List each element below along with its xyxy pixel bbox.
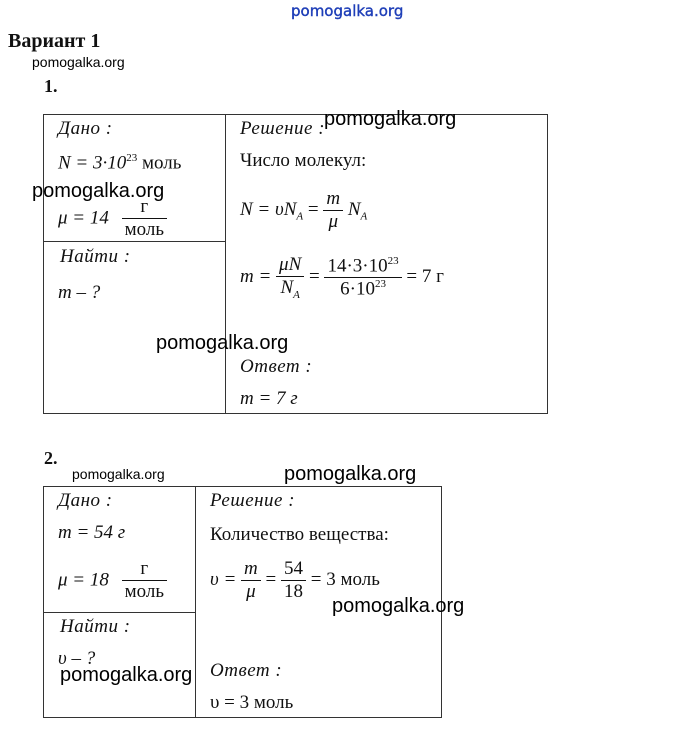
problem-2-find-value: υ – ? — [58, 648, 96, 669]
problem-1-find-label: Найти : — [60, 246, 131, 267]
problem-1-divider — [225, 114, 226, 413]
problem-1-given-N: $N = 3\cdot 10^{23}$ моль — [58, 152, 182, 174]
problem-2-given-mu: μ = 18 $\frac{г}{\text{моль}}$ — [58, 558, 167, 603]
watermark-7: pomogalka.org — [332, 595, 465, 617]
watermark-top: pomogalka.org — [291, 2, 404, 20]
watermark-4: pomogalka.org — [156, 332, 289, 354]
problem-2-number: 2. — [44, 448, 58, 468]
problem-1-equation-1: $N = \upsilon N_A$ = $\frac{m}{\mu}$ $N_A$ — [240, 188, 368, 232]
problem-2-given-m: m = 54 г — [58, 522, 126, 543]
watermark-6: pomogalka.org — [284, 463, 417, 485]
problem-1-given-mu: μ = 14 $\frac{г}{\text{моль}}$ — [58, 196, 167, 241]
problem-2-equation: υ = $\frac{m}{\mu}$ = $\frac{54}{18}$ = 3 моль — [210, 558, 380, 602]
problem-1-find-value: m – ? — [58, 282, 101, 303]
problem-2-solution-text: Количество вещества: — [210, 524, 389, 545]
problem-1-solution-text: Число молекул: — [240, 150, 367, 171]
problem-2-solution-label: Решение : — [210, 490, 296, 511]
problem-1-given-find-divider — [43, 241, 226, 242]
problem-1-number: 1. — [44, 76, 58, 96]
problem-1-equation-2: m = $\frac{\mu N}{N_A}$ = $\frac{14\cdot 3\cdot 10^{23}}{6\cdot 10^{23}}$ = 7 г — [240, 254, 444, 301]
watermark-5: pomogalka.org — [72, 466, 165, 482]
variant-heading: Вариант 1 — [8, 30, 101, 52]
watermark-1: pomogalka.org — [32, 54, 125, 70]
problem-1-answer-value: m = 7 г — [240, 388, 298, 409]
problem-1-given-label: Дано : — [58, 118, 113, 139]
problem-1-answer-label: Ответ : — [240, 356, 313, 377]
watermark-2: pomogalka.org — [324, 108, 457, 130]
problem-2-given-find-divider — [43, 612, 196, 613]
problem-2-given-label: Дано : — [58, 490, 113, 511]
problem-1-solution-label: Решение : — [240, 118, 326, 139]
problem-2-find-label: Найти : — [60, 616, 131, 637]
problem-2-answer-label: Ответ : — [210, 660, 283, 681]
watermark-3: pomogalka.org — [32, 180, 165, 202]
watermark-8: pomogalka.org — [60, 664, 193, 686]
problem-2-divider — [195, 486, 196, 717]
problem-2-answer-value: υ = 3 моль — [210, 692, 294, 713]
